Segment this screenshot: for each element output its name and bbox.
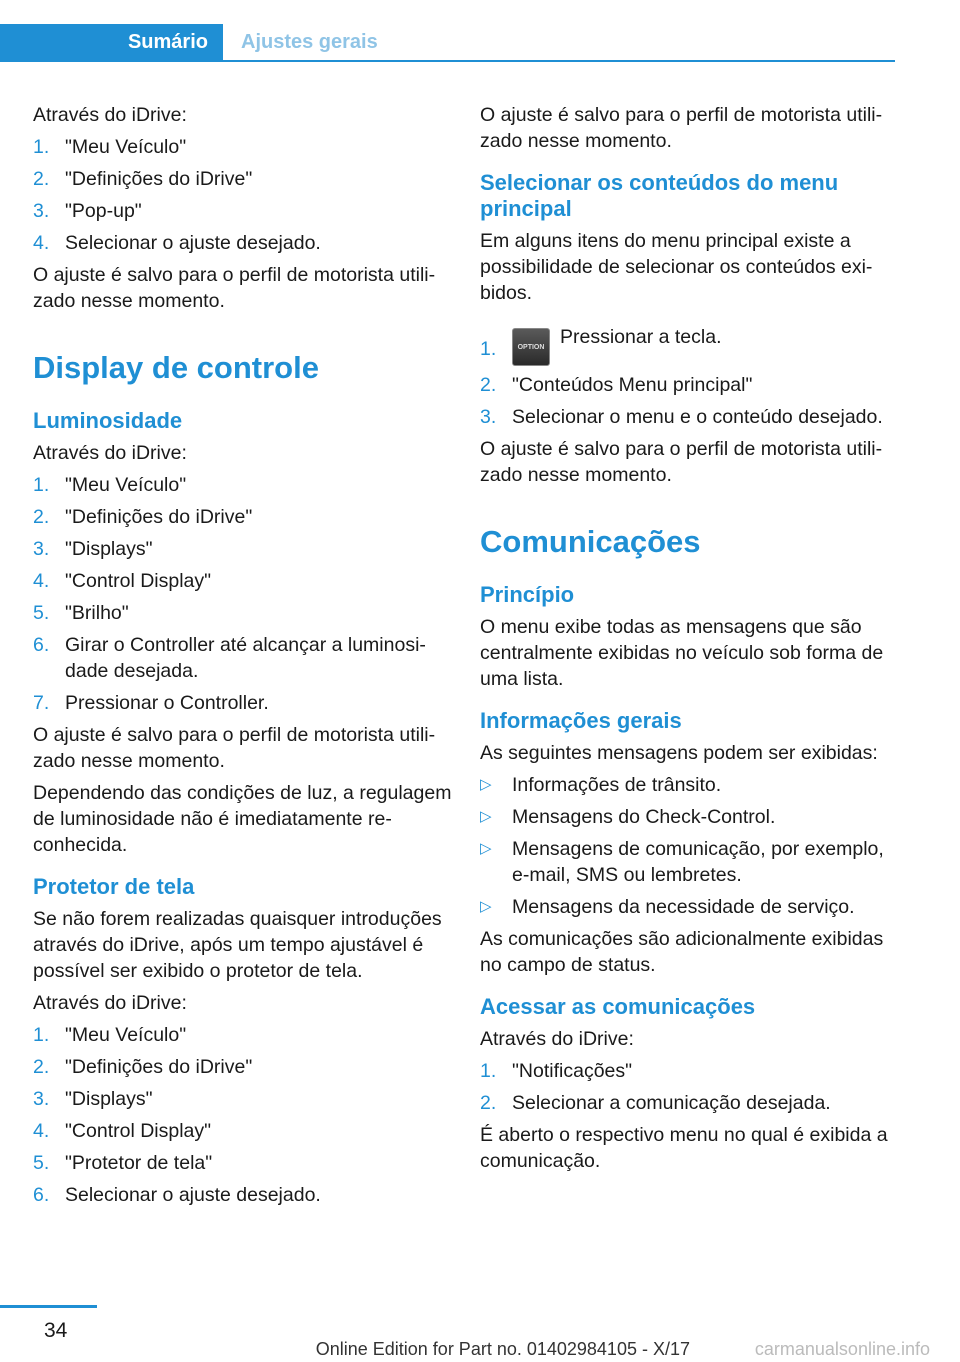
list-item: ▷ Mensagens de comunicação, por exemplo, e-mail, SMS ou lembretes. xyxy=(480,838,884,886)
heading-selecionar-conteudos: Selecionar os conteúdos do menu principal xyxy=(480,170,839,221)
intro-text: Através do iDrive: xyxy=(33,992,187,1014)
list-item: 3. "Pop-up" xyxy=(33,200,142,222)
list-item: ▷ Informações de trânsito. xyxy=(480,774,722,796)
list-item: 6. Selecionar o ajuste desejado. xyxy=(33,1184,321,1206)
page-number: 34 xyxy=(44,1319,68,1342)
tab-sumario[interactable]: Sumário xyxy=(0,24,223,60)
triangle-bullet-icon: ▷ xyxy=(480,776,492,793)
intro-text: Através do iDrive: xyxy=(33,104,187,126)
edition-note: Online Edition for Part no. 01402984105 - X/17 xyxy=(315,1339,690,1359)
list-item: 2. "Definições do iDrive" xyxy=(33,168,253,190)
list-item: 7. Pressionar o Controller. xyxy=(33,692,269,714)
list-item: ▷ Mensagens da necessidade de serviço. xyxy=(480,896,855,918)
bullet-list-messages xyxy=(480,772,900,920)
triangle-bullet-icon: ▷ xyxy=(480,808,492,825)
left-column xyxy=(33,102,453,1214)
paragraph: O menu exibe todas as mensagens que são centralmente exibidas no veículo sob forma de uma lista. xyxy=(480,616,884,690)
paragraph: Se não forem realizadas quaisquer introduções através do iDrive, após um tempo ajustável é possível ser exibido o protetor de tela. xyxy=(33,908,442,982)
list-item: 1. "Meu Veículo" xyxy=(33,474,187,496)
heading-principio: Princípio xyxy=(480,582,575,607)
triangle-bullet-icon: ▷ xyxy=(480,898,492,915)
paragraph: O ajuste é salvo para o perfil de motorista utilizado nesse momento. xyxy=(480,104,883,152)
list-item: 2. Selecionar a comunicação desejada. xyxy=(480,1092,831,1114)
list-item: 4. "Control Display" xyxy=(33,570,212,592)
steps-list-notifications xyxy=(480,1058,900,1116)
header-bar xyxy=(0,24,895,62)
paragraph: Em alguns itens do menu principal existe a possibilidade de selecionar os conteúdos exibidos. xyxy=(480,230,873,304)
list-item: 5. "Brilho" xyxy=(33,602,129,624)
list-item: 5. "Protetor de tela" xyxy=(33,1152,213,1174)
paragraph: O ajuste é salvo para o perfil de motorista utilizado nesse momento. xyxy=(480,438,883,486)
triangle-bullet-icon: ▷ xyxy=(480,840,492,857)
list-item: 3. "Displays" xyxy=(33,1088,153,1110)
list-item: 1. "Meu Veículo" xyxy=(33,136,187,158)
list-item: 4. "Control Display" xyxy=(33,1120,212,1142)
list-item: 6. Girar o Controller até alcançar a luminosidade desejada. xyxy=(33,634,426,682)
paragraph: Dependendo das condições de luz, a regulagem de luminosidade não é imediatamente reconhecida. xyxy=(33,782,452,856)
list-item: 4. Selecionar o ajuste desejado. xyxy=(33,232,321,254)
list-item: 3. "Displays" xyxy=(33,538,153,560)
list-item: 2. "Definições do iDrive" xyxy=(33,1056,253,1078)
right-column xyxy=(480,102,900,1180)
paragraph: O ajuste é salvo para o perfil de motorista utilizado nesse momento. xyxy=(33,724,436,772)
intro-text: Através do iDrive: xyxy=(480,1028,634,1050)
heading-protetor: Protetor de tela xyxy=(33,874,195,899)
steps-list-brightness xyxy=(33,472,453,716)
steps-list-menu xyxy=(480,324,900,430)
list-item: 1. "Meu Veículo" xyxy=(33,1024,187,1046)
option-button-icon: OPTION xyxy=(512,328,550,366)
section-title-display: Display de controle xyxy=(33,350,319,385)
list-item: 3. Selecionar o menu e o conteúdo desejado. xyxy=(480,406,883,428)
section-title-comunicacoes: Comunicações xyxy=(480,524,701,559)
list-item: ▷ Mensagens do Check-Control. xyxy=(480,806,776,828)
list-item: 1. OPTION Pressionar a tecla. xyxy=(480,324,900,366)
footer-divider xyxy=(0,1305,97,1308)
header-divider xyxy=(0,60,895,62)
paragraph: É aberto o respectivo menu no qual é exibida a comunicação. xyxy=(480,1124,888,1172)
paragraph: As comunicações são adicionalmente exibidas no campo de status. xyxy=(480,928,884,976)
list-item: 1. "Notificações" xyxy=(480,1060,633,1082)
paragraph: O ajuste é salvo para o perfil de motorista utilizado nesse momento. xyxy=(33,264,436,312)
list-item: 2. "Conteúdos Menu principal" xyxy=(480,374,753,396)
heading-acessar-comunicacoes: Acessar as comunicações xyxy=(480,994,756,1019)
steps-list-screensaver xyxy=(33,1022,453,1208)
watermark: carmanualsonline.info xyxy=(754,1339,930,1359)
steps-list-popup xyxy=(33,134,453,256)
tab-ajustes-gerais[interactable]: Ajustes gerais xyxy=(241,31,378,53)
paragraph: As seguintes mensagens podem ser exibidas: xyxy=(480,742,878,764)
heading-informacoes-gerais: Informações gerais xyxy=(480,708,682,733)
heading-luminosidade: Luminosidade xyxy=(33,408,183,433)
intro-text: Através do iDrive: xyxy=(33,442,187,464)
list-item: 2. "Definições do iDrive" xyxy=(33,506,253,528)
